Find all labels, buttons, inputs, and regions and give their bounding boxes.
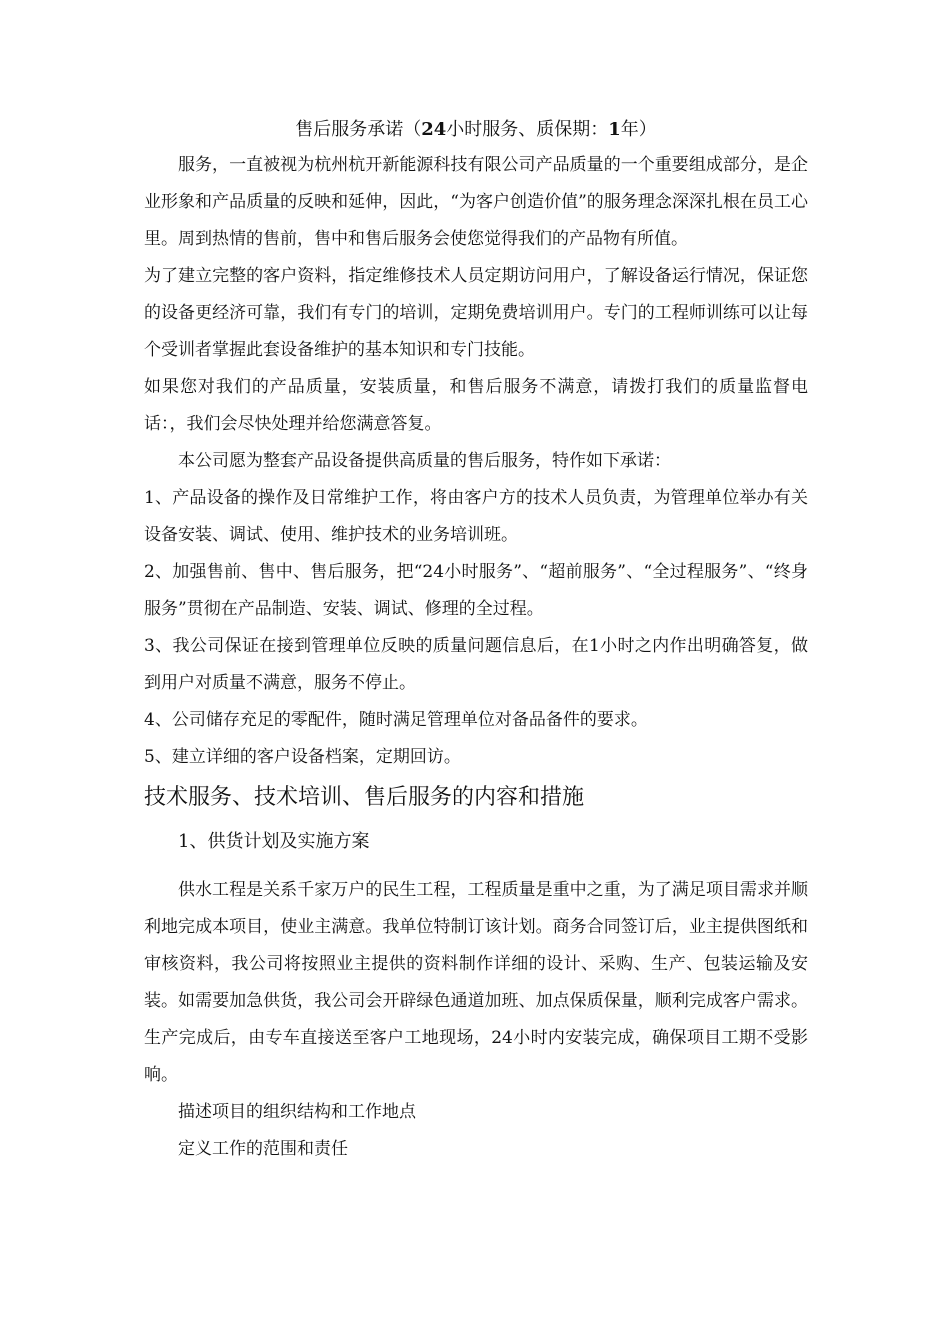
document-title: [144, 115, 808, 145]
intro-paragraph-service: 服务，一直被视为杭州杭开新能源科技有限公司产品质量的一个重要组成部分，是企业形象和产品质量的反映和延伸，因此，“为客户创造价值”的服务理念深深扎根在员工心里。周到热情的售前，售中和售后服务会使您觉得我们的产品物有所值。: [144, 155, 808, 249]
commitment-item-5: 5、建立详细的客户设备档案，定期回访。: [144, 747, 461, 767]
organization-item: 描述项目的组织结构和工作地点: [178, 1102, 416, 1122]
intro-paragraph-customer-records: 为了建立完整的客户资料，指定维修技术人员定期访问用户，了解设备运行情况，保证您的设备更经济可靠，我们有专门的培训，定期免费培训用户。专门的工程师训练可以让每个受训者掌握此套设备维护的基本知识和专门技能。: [144, 266, 808, 360]
title-suffix: 年）: [620, 119, 657, 140]
title-hours: 24: [421, 119, 447, 140]
commitment-item-4: 4、公司储存充足的零配件，随时满足管理单位对备品备件的要求。: [144, 710, 648, 730]
title-prefix: 售后服务承诺（: [295, 119, 422, 140]
commitment-item-3: 3、我公司保证在接到管理单位反映的质量问题信息后，在1小时之内作出明确答复，做到用户对质量不满意，服务不停止。: [144, 636, 808, 693]
title-warranty-years: 1: [608, 119, 621, 140]
intro-paragraph-commitment-lead: 本公司愿为整套产品设备提供高质量的售后服务，特作如下承诺：: [178, 451, 671, 471]
title-middle: 小时服务、质保期：: [446, 119, 609, 140]
commitment-item-1: 1、产品设备的操作及日常维护工作，将由客户方的技术人员负责，为管理单位举办有关设备安装、调试、使用、维护技术的业务培训班。: [144, 488, 808, 545]
document-body: [144, 115, 808, 1168]
section-heading: 技术服务、技术培训、售后服务的内容和措施: [144, 785, 585, 810]
commitment-item-2: 2、加强售前、售中、售后服务，把“24小时服务”、“超前服务”、“全过程服务”、“终身服务”贯彻在产品制造、安装、调试、修理的全过程。: [144, 562, 808, 619]
supply-plan-paragraph: 供水工程是关系千家万户的民生工程，工程质量是重中之重，为了满足项目需求并顺利地完成本项目，使业主满意。我单位特制订该计划。商务合同签订后，业主提供图纸和审核资料，我公司将按照业主提供的资料制作详细的设计、采购、生产、包装运输及安装。如需要加急供货，我公司会开辟绿色通道加班、加点保质保量，顺利完成客户需求。生产完成后，由专车直接送至客户工地现场，24小时内安装完成，确保项目工期不受影响。: [144, 880, 808, 1085]
scope-item: 定义工作的范围和责任: [178, 1139, 348, 1159]
subsection-heading: 1、供货计划及实施方案: [178, 831, 370, 852]
intro-paragraph-complaint-hotline: 如果您对我们的产品质量，安装质量，和售后服务不满意，请拨打我们的质量监督电话：，我们会尽快处理并给您满意答复。: [144, 377, 808, 434]
